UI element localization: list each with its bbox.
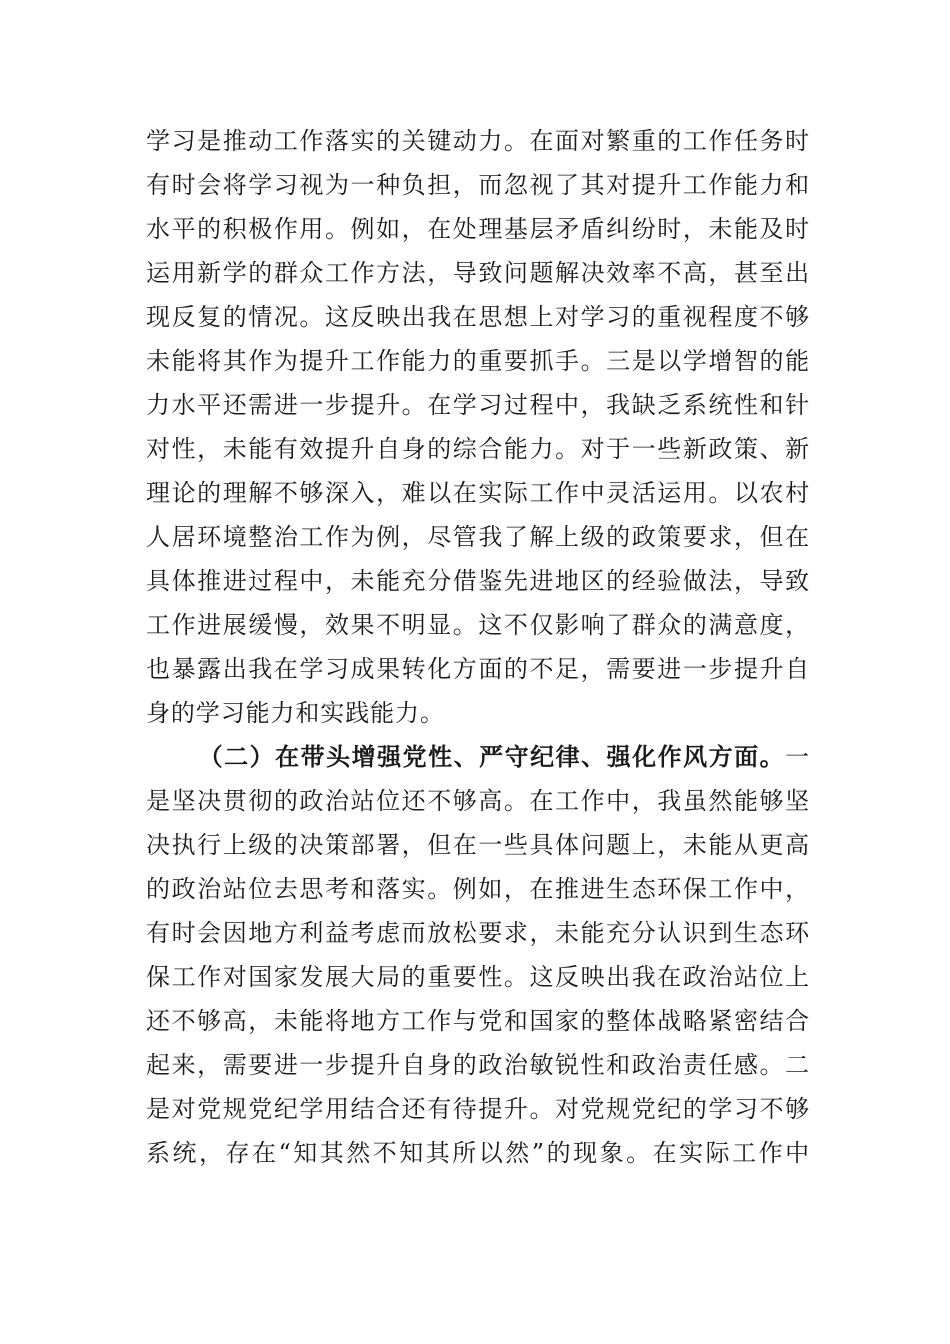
paragraph-line: 未能将其作为提升工作能力的重要抓手。三是以学增智的能 [146,347,810,375]
paragraph-line: 的政治站位去思考和落实。例如，在推进生态环保工作中， [146,875,810,903]
paragraph-line: 现反复的情况。这反映出我在思想上对学习的重视程度不够 [146,303,810,331]
paragraph-line: 决执行上级的决策部署，但在一些具体问题上，未能从更高 [146,831,810,859]
paragraph-line: 起来，需要进一步提升自身的政治敏锐性和政治责任感。二 [146,1051,810,1079]
paragraph-line: 是对党规党纪学用结合还有待提升。对党规党纪的学习不够 [146,1095,810,1123]
paragraph-line: 运用新学的群众工作方法，导致问题解决效率不高，甚至出 [146,259,810,287]
section-heading-line [146,735,810,779]
paragraph-line: 理论的理解不够深入，难以在实际工作中灵活运用。以农村 [146,479,810,507]
paragraph-line: 有时会将学习视为一种负担，而忽视了其对提升工作能力和 [146,171,810,199]
paragraph-line: 身的学习能力和实践能力。 [146,699,445,727]
paragraph-line: 还不够高，未能将地方工作与党和国家的整体战略紧密结合 [146,1007,810,1035]
paragraph-line: 人居环境整治工作为例，尽管我了解上级的政策要求，但在 [146,523,810,551]
paragraph-line: 学习是推动工作落实的关键动力。在面对繁重的工作任务时 [146,127,810,155]
paragraph-line: 工作进展缓慢，效果不明显。这不仅影响了群众的满意度， [146,611,810,639]
section-heading: （二）在带头增强党性、严守纪律、强化作风方面。 [198,742,786,771]
body-paragraph-2 [146,735,810,1175]
paragraph-line: 力水平还需进一步提升。在学习过程中，我缺乏系统性和针 [146,391,810,419]
paragraph-line: 具体推进过程中，未能充分借鉴先进地区的经验做法，导致 [146,567,810,595]
paragraph-line: 系统，存在“知其然不知其所以然”的现象。在实际工作中 [146,1139,810,1167]
paragraph-line: 有时会因地方利益考虑而放松要求，未能充分认识到生态环 [146,919,810,947]
paragraph-line: 是坚决贯彻的政治站位还不够高。在工作中，我虽然能够坚 [146,787,810,815]
paragraph-line: 也暴露出我在学习成果转化方面的不足，需要进一步提升自 [146,655,810,683]
paragraph-line: 对性，未能有效提升自身的综合能力。对于一些新政策、新 [146,435,810,463]
body-paragraph-1 [146,119,810,735]
paragraph-line: 水平的积极作用。例如，在处理基层矛盾纠纷时，未能及时 [146,215,810,243]
paragraph-line: 保工作对国家发展大局的重要性。这反映出我在政治站位上 [146,963,810,991]
heading-continuation: 一 [785,743,810,771]
